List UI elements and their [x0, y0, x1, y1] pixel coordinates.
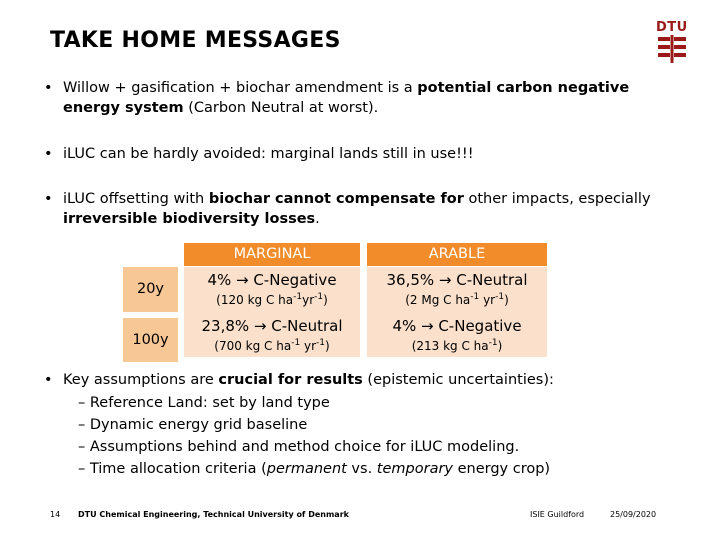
- sub-bullet-iluc-method: – Assumptions behind and method choice for iLUC modeling.: [78, 439, 520, 455]
- bullet-iluc-offsetting: [44, 189, 664, 229]
- bullet-text-part: .: [315, 211, 320, 227]
- cell-detail: (2 Mg C $ha^{-1}$ $yr^{-1}$): [405, 292, 509, 307]
- bullet-dot: •: [44, 146, 53, 162]
- footer-organization: DTU Chemical Engineering, Technical University of Denmark: [78, 510, 349, 519]
- bullet-text-part: iLUC offsetting with: [63, 191, 209, 207]
- bullet-dot: •: [44, 80, 53, 96]
- table-row-label-100y: 100y: [123, 318, 178, 362]
- cell-result: 36,5% → C-Neutral: [386, 271, 528, 289]
- bullet-text-emphasis: biochar cannot compensate for: [208, 191, 464, 207]
- table-cell-marginal-100y: [184, 315, 360, 357]
- footer-page-number: 14: [50, 510, 61, 519]
- slide-title: TAKE HOME MESSAGES: [50, 28, 341, 53]
- cell-result: 4% → C-Negative: [207, 271, 337, 289]
- cell-detail: (120 kg C $ha^{-1}yr^{-1}$): [216, 292, 328, 307]
- bullet-text-part: Willow + gasification + biochar amendment is a: [63, 80, 418, 96]
- sub-bullet-time-allocation: – Time allocation criteria (permanent vs. temporary energy crop): [78, 461, 551, 477]
- cell-result: 23,8% → C-Neutral: [201, 317, 343, 335]
- bullet-text-part: (Carbon Neutral at worst).: [183, 100, 379, 116]
- bullet-text-part: Key assumptions are: [63, 372, 219, 388]
- cell-detail: (700 kg C $ha^{-1}$ $yr^{-1}$): [214, 338, 330, 353]
- table-cell-marginal-20y: [184, 267, 360, 315]
- bullet-key-assumptions: [44, 370, 694, 390]
- bullet-text-emphasis: crucial for results: [218, 372, 363, 388]
- table-header-marginal: MARGINAL: [184, 243, 360, 266]
- dtu-logo-mark-icon: [656, 35, 692, 65]
- sub-bullet-energy-grid: – Dynamic energy grid baseline: [78, 417, 308, 433]
- cell-result: 4% → C-Negative: [392, 317, 522, 335]
- footer-event: ISIE Guildford: [530, 510, 585, 519]
- dtu-logo-text: DTU: [656, 20, 688, 35]
- bullet-carbon-negative: [44, 78, 664, 118]
- table-row-label-20y: 20y: [123, 267, 178, 312]
- cell-detail: (213 kg C $ha^{-1}$): [411, 338, 503, 353]
- sub-bullet-reference-land: – Reference Land: set by land type: [78, 395, 330, 411]
- bullet-text-part: other impacts, especially: [463, 191, 651, 207]
- bullet-iluc-unavoidable: [44, 144, 664, 164]
- bullet-dot: •: [44, 372, 53, 388]
- table-cell-arable-20y: [367, 267, 547, 315]
- table-cell-arable-100y: [367, 315, 547, 357]
- dtu-logo: [656, 20, 692, 68]
- bullet-text-emphasis: potential carbon negative energy system: [63, 80, 630, 116]
- bullet-text-emphasis: irreversible biodiversity losses: [63, 211, 316, 227]
- bullet-dot: •: [44, 191, 53, 207]
- footer-date: 25/09/2020: [610, 510, 657, 519]
- table-header-arable: ARABLE: [367, 243, 547, 266]
- bullet-text-part: (epistemic uncertainties):: [362, 372, 554, 388]
- bullet-text: iLUC can be hardly avoided: marginal lands still in use!!!: [63, 146, 474, 162]
